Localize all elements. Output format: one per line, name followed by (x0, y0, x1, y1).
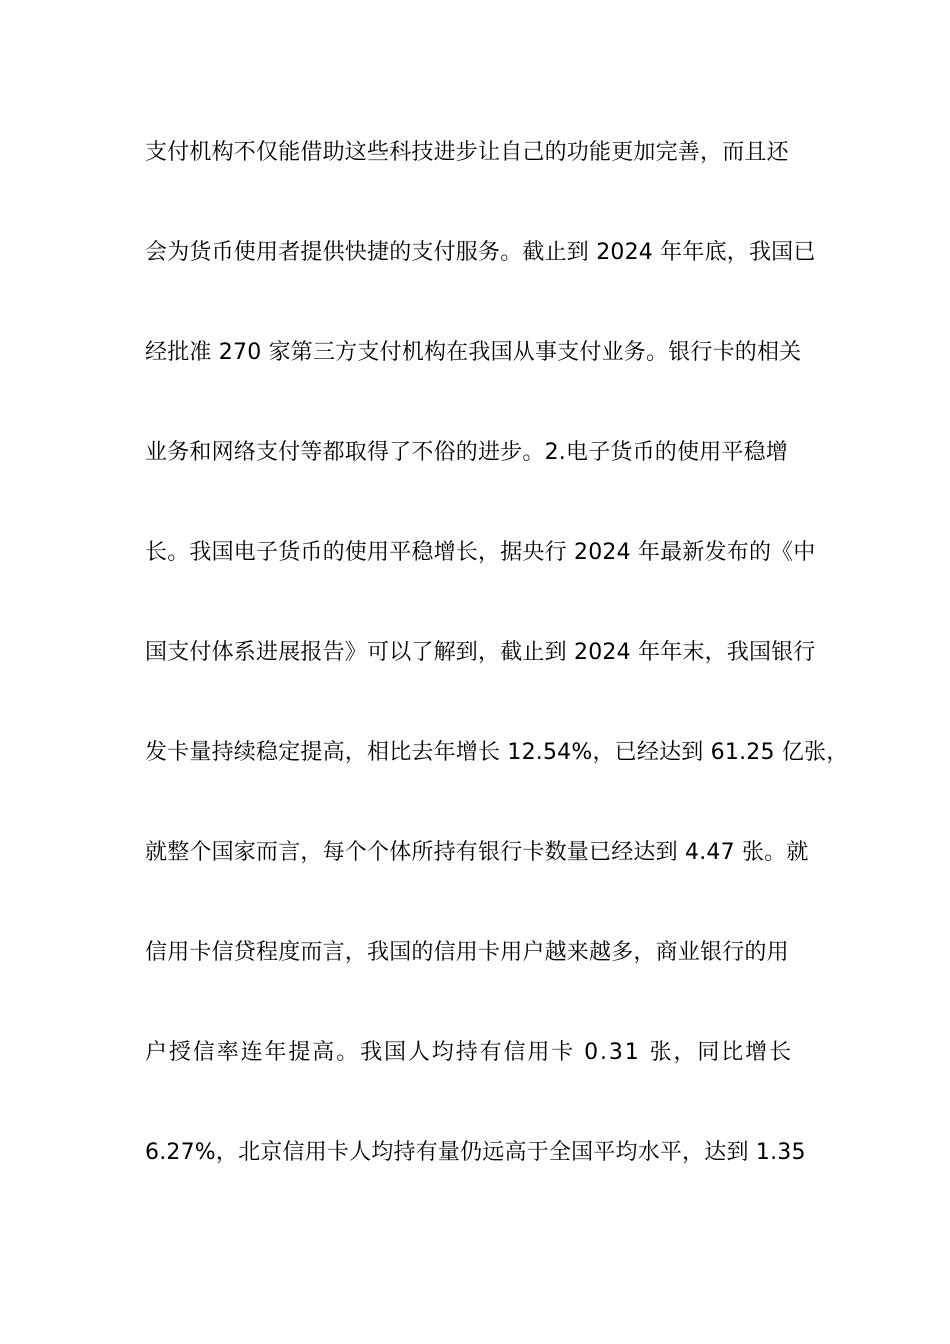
text-line: 会为货币使用者提供快捷的支付服务。截止到 2024 年年底，我国已 (145, 240, 816, 265)
text-line: 信用卡信贷程度而言，我国的信用卡用户越来越多，商业银行的用 (145, 940, 789, 965)
text-line: 户授信率连年提高。我国人均持有信用卡 0.31 张，同比增长 (145, 1040, 793, 1065)
text-line: 业务和网络支付等都取得了不俗的进步。2.电子货币的使用平稳增 (145, 440, 788, 465)
text-line: 发卡量持续稳定提高，相比去年增长 12.54%，已经达到 61.25 亿张， (145, 740, 849, 765)
text-line: 经批准 270 家第三方支付机构在我国从事支付业务。银行卡的相关 (145, 340, 802, 365)
body-paragraph (145, 131, 849, 1231)
text-line: 6.27%，北京信用卡人均持有量仍远高于全国平均水平，达到 1.35 (145, 1140, 806, 1165)
text-line: 长。我国电子货币的使用平稳增长，据央行 2024 年最新发布的《中 (145, 540, 816, 565)
text-line: 支付机构不仅能借助这些科技进步让自己的功能更加完善，而且还 (145, 140, 789, 165)
text-line: 国支付体系进展报告》可以了解到，截止到 2024 年年末，我国银行 (145, 640, 816, 665)
text-line: 就整个国家而言，每个个体所持有银行卡数量已经达到 4.47 张。就 (145, 840, 809, 865)
